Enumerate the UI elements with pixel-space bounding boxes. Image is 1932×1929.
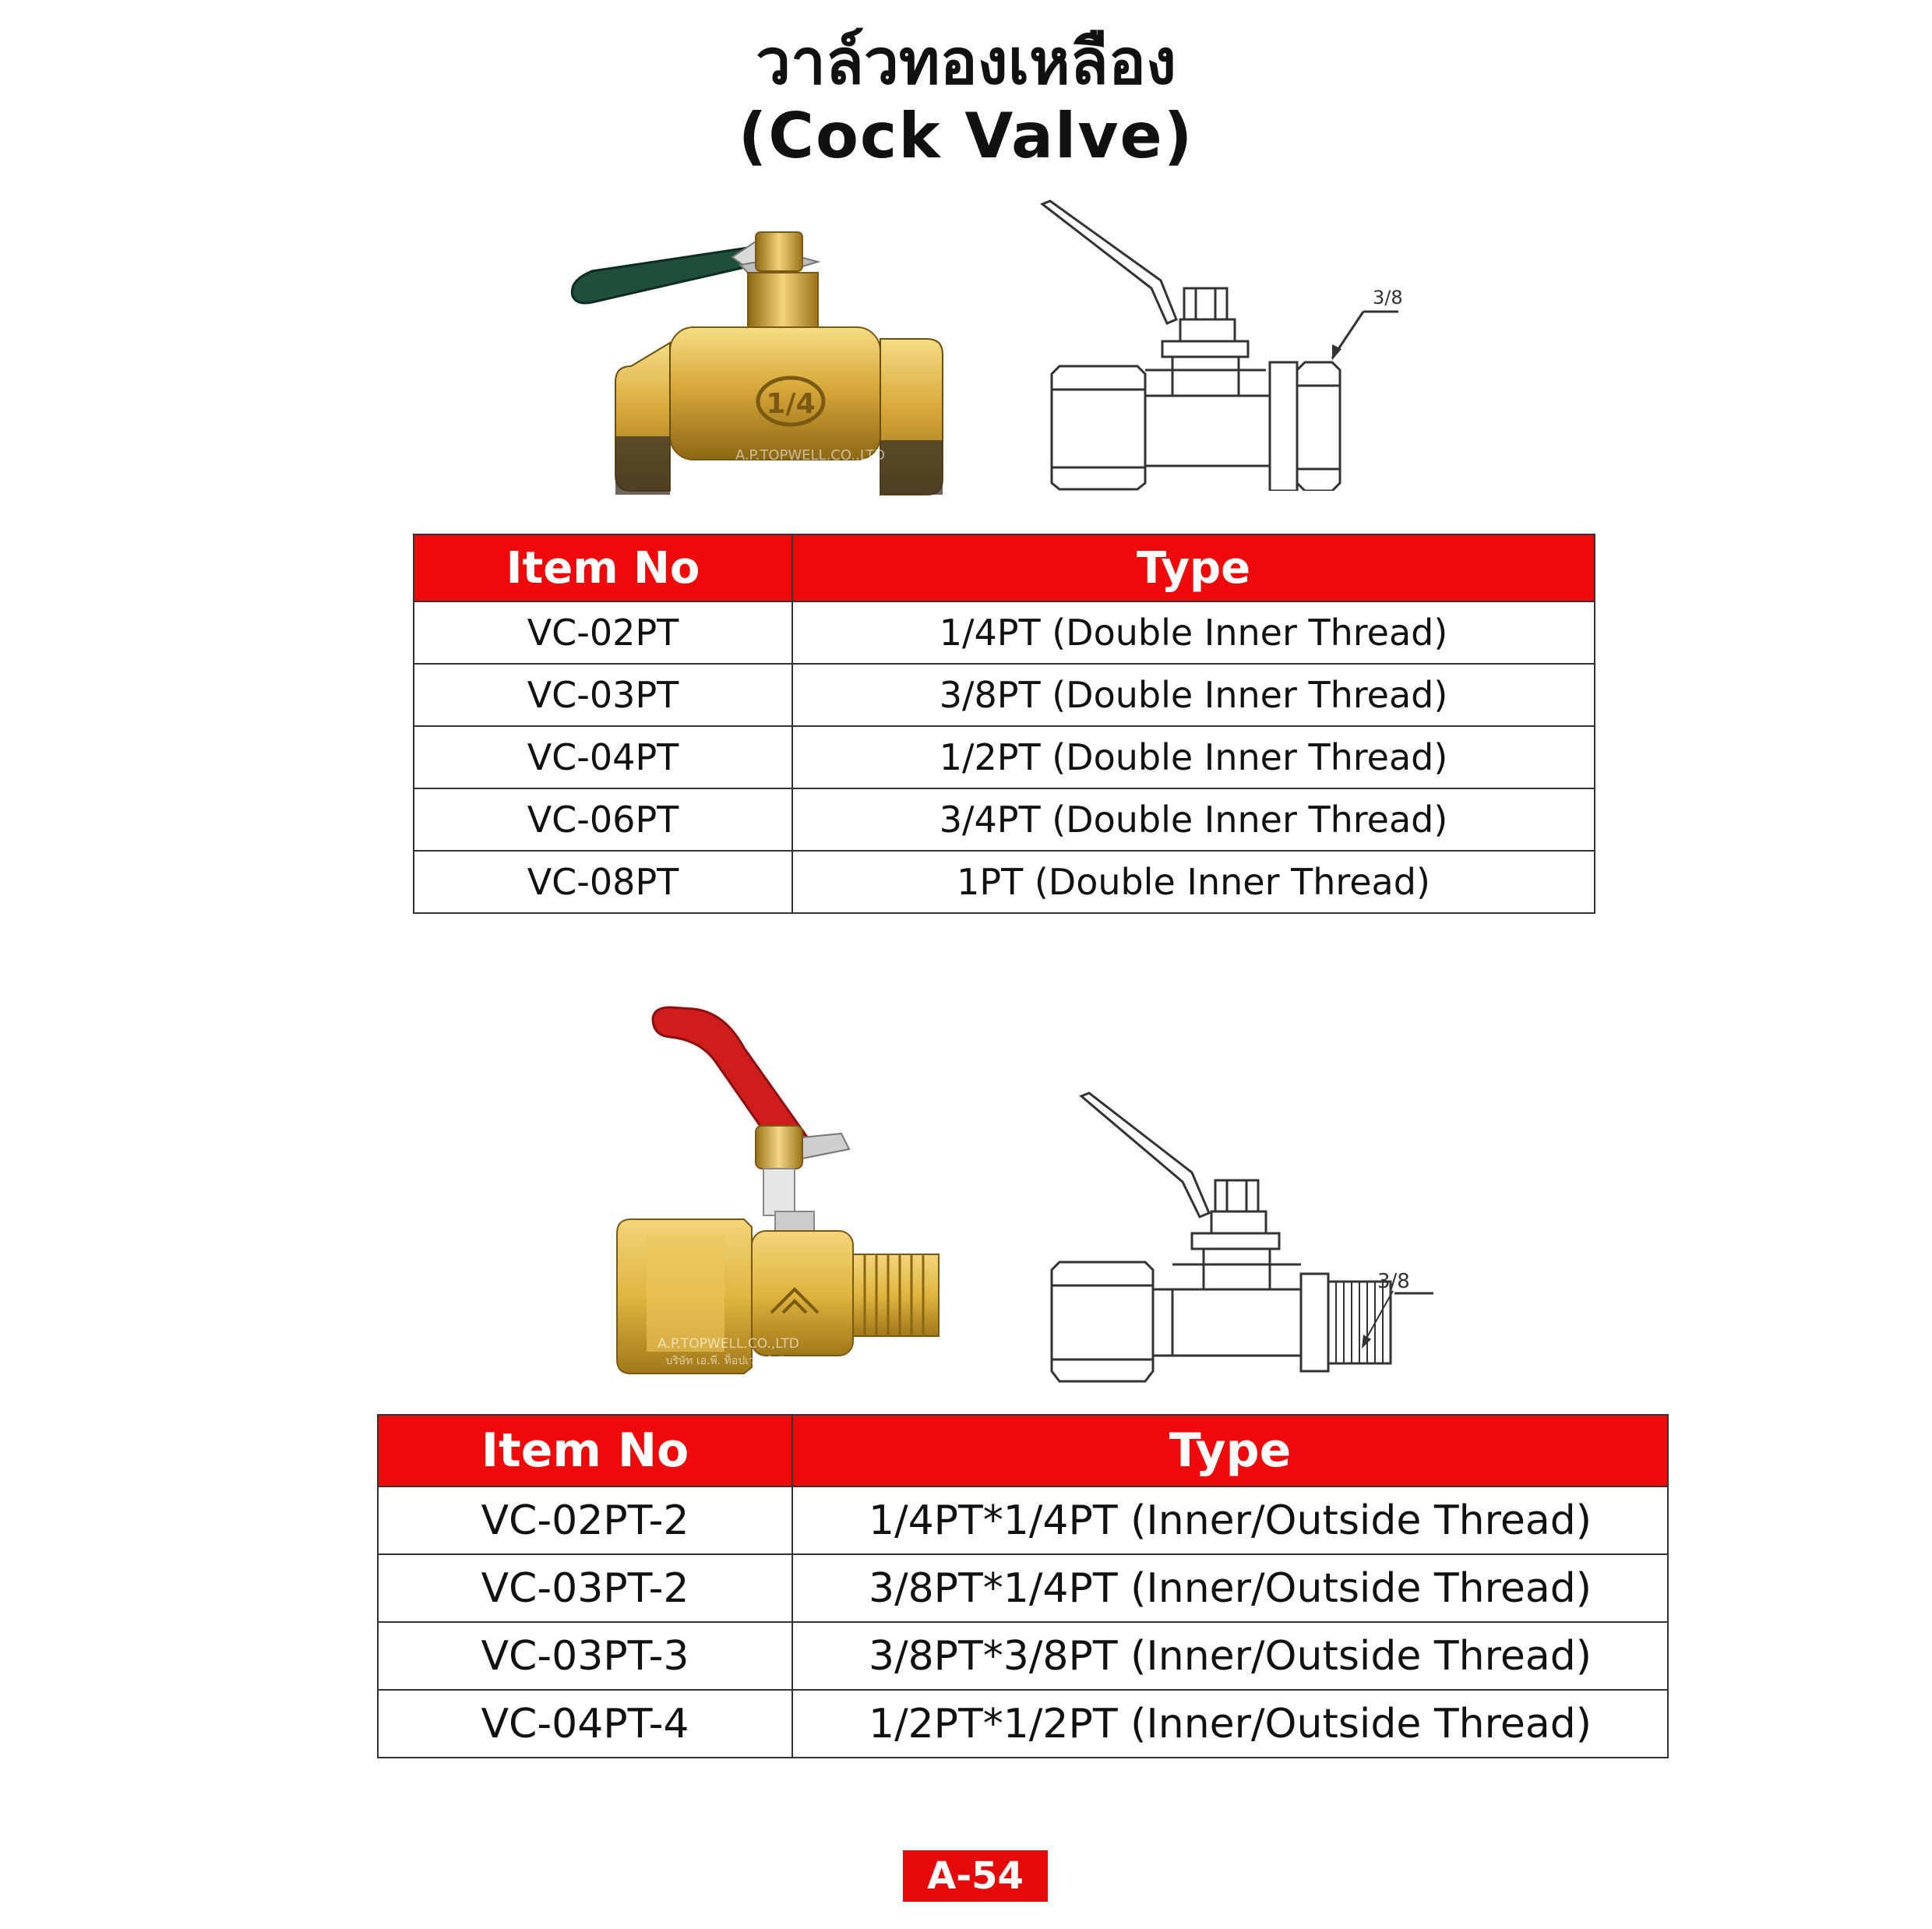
table-header-row [414, 534, 1595, 601]
type-cell: 3/8PT*3/8PT (Inner/Outside Thread) [792, 1622, 1668, 1690]
table-header-row [378, 1415, 1668, 1486]
page-number-badge: A-54 [903, 1850, 1048, 1902]
type-cell: 3/8PT (Double Inner Thread) [792, 664, 1595, 726]
item-no-cell: VC-02PT [414, 601, 792, 664]
valve-technical-drawing [1036, 195, 1410, 491]
type-cell: 1/2PT (Double Inner Thread) [792, 726, 1595, 788]
type-cell: 1PT (Double Inner Thread) [792, 851, 1595, 913]
header-type: Type [792, 534, 1595, 601]
spec-table-inner-outside [377, 1414, 1669, 1758]
item-no-cell: VC-08PT [414, 851, 792, 913]
table-row [378, 1554, 1668, 1622]
table-row [414, 664, 1595, 726]
item-no-cell: VC-03PT [414, 664, 792, 726]
table-row [378, 1622, 1668, 1690]
item-no-cell: VC-02PT-2 [378, 1486, 792, 1554]
watermark-line2: บริษัท เอ.พี. ท็อปเวล จำกัด [665, 1355, 791, 1367]
type-cell: 3/8PT*1/4PT (Inner/Outside Thread) [792, 1554, 1668, 1622]
table-row [378, 1690, 1668, 1758]
type-cell: 1/4PT*1/4PT (Inner/Outside Thread) [792, 1486, 1668, 1554]
spec-table-double-inner [413, 534, 1595, 914]
watermark-line1: A.P.TOPWELL.CO.,LTD [735, 447, 886, 464]
item-no-cell: VC-06PT [414, 788, 792, 851]
table-row [414, 601, 1595, 664]
red-handle-valve-photo [608, 1001, 966, 1383]
type-cell: 1/2PT*1/2PT (Inner/Outside Thread) [792, 1690, 1668, 1758]
table-row [378, 1486, 1668, 1554]
type-cell: 1/4PT (Double Inner Thread) [792, 601, 1595, 664]
header-item-no: Item No [378, 1415, 792, 1486]
header-type: Type [792, 1415, 1668, 1486]
type-cell: 3/4PT (Double Inner Thread) [792, 788, 1595, 851]
brass-valve-photo [561, 226, 997, 510]
item-no-cell: VC-04PT-4 [378, 1690, 792, 1758]
table-row [414, 851, 1595, 913]
item-no-cell: VC-04PT [414, 726, 792, 788]
watermark-line1: A.P.TOPWELL.CO.,LTD [658, 1336, 799, 1352]
page-title-english: (Cock Valve) [738, 100, 1194, 172]
table-row [414, 788, 1595, 851]
drawing-size-label: 3/8 [1373, 287, 1403, 309]
watermark-line2: บริษัท เอ.พี. ท็อปเวล จำกัด [742, 466, 878, 480]
header-item-no: Item No [414, 534, 792, 601]
drawing-size-label: 3/8 [1377, 1270, 1410, 1293]
item-no-cell: VC-03PT-2 [378, 1554, 792, 1622]
item-no-cell: VC-03PT-3 [378, 1622, 792, 1690]
table-row [414, 726, 1595, 788]
page-title-thai: วาล์วทองเหลือง [756, 26, 1176, 98]
size-mark: 1/4 [766, 388, 816, 420]
valve-technical-drawing-2 [1036, 1087, 1441, 1398]
